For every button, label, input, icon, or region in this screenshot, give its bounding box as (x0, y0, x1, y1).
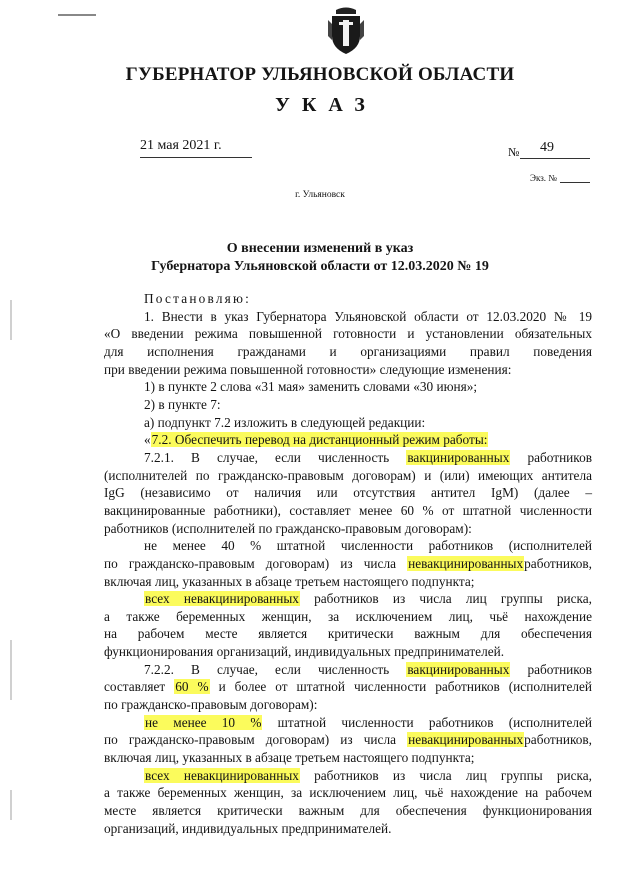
scan-margin-line (10, 300, 12, 340)
body-line: а также беременных женщин, за исключением лиц, чьё нахождение (104, 608, 592, 624)
city: г. Ульяновск (295, 190, 345, 200)
body-line: для исполнения гражданами и организациями правил поведения (104, 343, 592, 359)
body-line: организаций, индивидуальных предпринимателей. (104, 820, 392, 836)
body-line: 1) в пункте 2 слова «31 мая» заменить словами «30 июня»; (144, 379, 478, 395)
subject-line: О внесении изменений в указ (226, 241, 414, 256)
highlighted-text: не менее 10 % (145, 714, 262, 730)
body-line: включая лиц, указанных в абзаце третьем настоящего подпункта; (104, 750, 475, 766)
body-line: 2) в пункте 7: (144, 396, 221, 412)
number-underline (520, 158, 590, 159)
decree-number: 49 (540, 140, 554, 155)
highlighted-text: невакцинированных (408, 555, 524, 571)
date-underline (140, 157, 252, 158)
body-line: вакцинированные работники), составляет менее 60 % от штатной численности (104, 502, 592, 518)
doc-type: УКАЗ (275, 94, 377, 116)
body-line: составляет 60 % и более от штатной численности работников (исполнителей (104, 679, 593, 695)
scan-margin-line (10, 790, 12, 820)
highlighted-text: 60 % (175, 679, 209, 695)
scan-margin-line (10, 640, 12, 700)
org-title: ГУБЕРНАТОР УЛЬЯНОВСКОЙ ОБЛАСТИ (125, 64, 515, 85)
highlighted-text: всех невакцинированных (145, 767, 299, 783)
highlighted-text: 7.2. Обеспечить перевод на дистанционный режим работы: (151, 432, 488, 448)
body-line: включая лиц, указанных в абзаце третьем настоящего подпункта; (104, 573, 475, 589)
body-line: Постановляю: (144, 291, 252, 306)
body-line: месте является критически важным для обеспечения функционирования (104, 803, 592, 819)
body-line: а также беременных женщин, за исключением лиц, чьё нахождение на рабочем (104, 785, 592, 801)
body-line: не менее 10 % штатной численности работников (исполнителей (145, 714, 592, 730)
copy-number-label: Экз. № (530, 173, 557, 183)
body-line: «О введении режима повышенной готовности и установлении обязательных (104, 326, 592, 342)
highlighted-text: невакцинированных (408, 732, 524, 748)
body-line: по гражданско-правовым договорам) из числа невакцинированныхработников, (104, 732, 593, 748)
decree-subject (0, 240, 640, 276)
body-line: по гражданско-правовым договорам): (104, 697, 318, 713)
subject-line: Губернатора Ульяновской области от 12.03.2020 № 19 (151, 259, 489, 274)
highlighted-text: всех невакцинированных (145, 591, 299, 607)
body-line: не менее 40 % штатной численности работников (исполнителей (144, 538, 592, 554)
scan-mark (58, 14, 96, 16)
quote-mark: « (144, 432, 151, 448)
decree-body (104, 290, 592, 837)
body-line: 1. Внести в указ Губернатора Ульяновской области от 12.03.2020 № 19 (144, 308, 592, 324)
highlighted-text: вакцинированных (407, 661, 510, 677)
body-line: при введении режима повышенной готовности» следующие изменения: (104, 361, 512, 377)
body-line: IgG (независимо от наличия или отсутствия антител IgM) (далее – (104, 485, 592, 501)
body-line: на рабочем месте является критически важным для обеспечения (104, 626, 592, 642)
copy-number-underline (560, 182, 590, 183)
body-line: а) подпункт 7.2 изложить в следующей редакции: (144, 414, 426, 430)
body-line: всех невакцинированных работников из числа лиц группы риска, (145, 591, 592, 607)
body-line: всех невакцинированных работников из числа лиц группы риска, (145, 767, 592, 783)
highlighted-text: вакцинированных (407, 449, 510, 465)
body-line: работников (исполнителей по гражданско-правовым договорам): (104, 520, 472, 536)
body-line (104, 431, 592, 449)
body-line: 7.2.1. В случае, если численность вакцинированных работников (144, 449, 593, 465)
number-label: № (508, 145, 520, 159)
body-line: 7.2.2. В случае, если численность вакцинированных работников (144, 661, 593, 677)
coat-of-arms-icon (328, 6, 364, 56)
decree-date: 21 мая 2021 г. (140, 138, 222, 153)
body-line: по гражданско-правовым договорам) из числа невакцинированныхработников, (104, 555, 593, 571)
body-line: функционирования организаций, индивидуальных предпринимателей. (104, 644, 505, 660)
body-line: (исполнителей по гражданско-правовым договорам) и (или) имеющих антитела (104, 467, 592, 483)
